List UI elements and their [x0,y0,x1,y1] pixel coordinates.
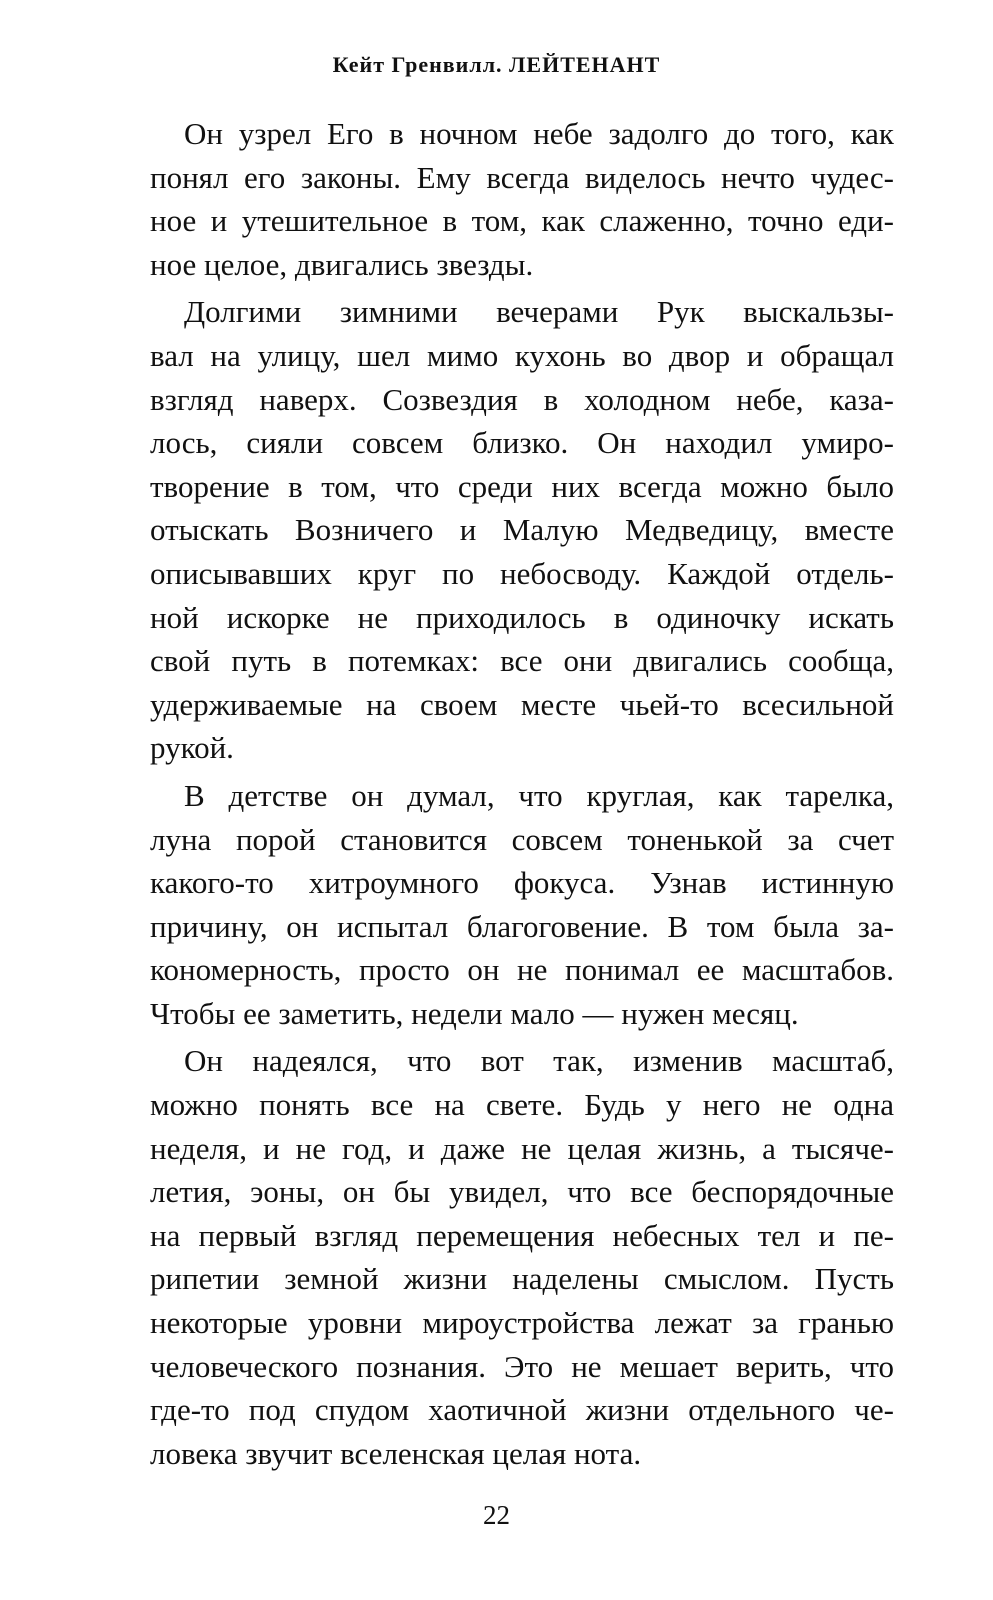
text-line: человеческого познания. Это не мешает верить, что [150,1348,894,1384]
text-line: ное целое, двигались звезды. [150,246,534,282]
body-text [150,112,894,1479]
text-line: Чтобы ее заметить, недели мало — нужен месяц. [150,995,799,1031]
text-line: взгляд наверх. Созвездия в холодном небе, каза- [150,381,894,417]
text-line: творение в том, что среди них всегда можно было [150,468,894,504]
text-line: ловека звучит вселенская целая нота. [150,1435,642,1471]
text-line: отыскать Возничего и Малую Медведицу, вместе [150,512,894,548]
text-line: некоторые уровни мироустройства лежат за гранью [150,1305,894,1341]
text-line: ной искорке не приходилось в одиночку искать [150,599,894,635]
text-line: свой путь в потемках: все они двигались сообща, [150,643,894,679]
text-line: на первый взгляд перемещения небесных тел и пе- [150,1217,894,1253]
paragraph [150,290,894,770]
paragraph [150,774,894,1036]
page-number: 22 [483,1500,510,1530]
text-line: Долгими зимними вечерами Рук выскальзы- [184,294,894,330]
paragraph [150,1039,894,1475]
text-line: луна порой становится совсем тоненькой за счет [150,821,894,857]
text-line: описывавших круг по небосводу. Каждой отдель- [150,555,894,591]
text-line: причину, он испытал благоговение. В том была за- [150,908,894,944]
text-line: Он надеялся, что вот так, изменив масштаб, [184,1043,894,1079]
text-line: понял его законы. Ему всегда виделось нечто чудес- [150,159,894,195]
text-line: лось, сияли совсем близко. Он находил умиро- [150,425,894,461]
text-line: можно понять все на свете. Будь у него не одна [150,1087,894,1123]
text-line: летия, эоны, он бы увидел, что все беспорядочные [150,1174,894,1210]
paragraph [150,112,894,286]
text-line: какого-то хитроумного фокуса. Узнав истинную [150,865,894,901]
text-line: рукой. [150,730,234,766]
running-head: Кейт Гренвилл. ЛЕЙТЕНАНТ [332,52,661,77]
text-line: ное и утешительное в том, как слаженно, точно еди- [150,203,894,239]
text-line: рипетии земной жизни наделены смыслом. Пусть [150,1261,894,1297]
text-line: кономерность, просто он не понимал ее масштабов. [150,952,894,988]
text-line: В детстве он думал, что круглая, как тарелка, [184,777,894,813]
text-line: неделя, и не год, и даже не целая жизнь, а тысяче- [150,1130,894,1166]
text-line: удерживаемые на своем месте чьей-то всесильной [150,686,894,722]
text-line: Он узрел Его в ночном небе задолго до того, как [184,116,894,151]
text-line: где-то под спудом хаотичной жизни отдельного че- [150,1392,894,1428]
text-line: вал на улицу, шел мимо кухонь во двор и обращал [150,337,894,373]
